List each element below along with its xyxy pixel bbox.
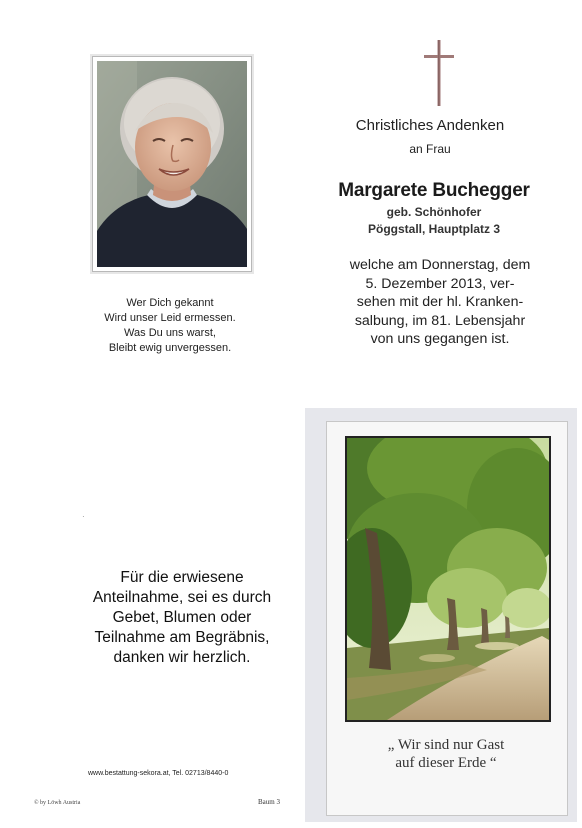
thanks-line: Gebet, Blumen oder: [112, 609, 252, 626]
poem-line: Was Du uns warst,: [124, 327, 216, 339]
announcement-line: welche am Donnerstag, dem: [349, 257, 531, 273]
funeral-home-contact: www.bestattung-sekora.at, Tel. 02713/8440-0: [88, 770, 229, 777]
deceased-name: Margarete Buchegger: [338, 180, 530, 201]
cross-icon: [424, 40, 454, 106]
announcement-line: salbung, im 81. Lebensjahr: [354, 312, 526, 329]
poem-line: Bleibt ewig unvergessen.: [108, 342, 232, 354]
stray-mark: ·: [82, 512, 85, 521]
thanks-text: [72, 568, 292, 668]
copyright-note: © by Löwh Austria: [34, 800, 81, 806]
thanks-line: Teilnahme am Begräbnis,: [94, 629, 270, 646]
thanks-line: Für die erwiesene: [120, 569, 244, 586]
thanks-line: danken wir herzlich.: [113, 649, 251, 666]
title-line: Christliches Andenken: [355, 117, 505, 134]
address: Pöggstall, Hauptplatz 3: [367, 222, 500, 236]
announcement-line: von uns gegangen ist.: [370, 331, 510, 347]
maiden-name: geb. Schönhofer: [386, 205, 482, 219]
announcement-line: sehen mit der hl. Kranken-: [356, 294, 524, 310]
model-label: Baum 3: [258, 798, 280, 806]
memorial-poem: [80, 296, 260, 356]
thanks-line: Anteilnahme, sei es durch: [92, 589, 272, 606]
announcement-line: 5. Dezember 2013, ver-: [365, 275, 515, 292]
portrait-photo: [92, 56, 252, 272]
poem-line: Wer Dich gekannt: [126, 297, 214, 309]
portrait-image: [97, 61, 247, 267]
an-frau-label: an Frau: [409, 142, 451, 156]
death-announcement: [330, 256, 550, 349]
tree-avenue-image: [345, 436, 551, 722]
quote-text: [330, 736, 562, 772]
poem-line: Wird unser Leid ermessen.: [104, 312, 236, 324]
quote-line: auf dieser Erde “: [395, 755, 497, 771]
quote-line: „ Wir sind nur Gast: [387, 737, 505, 753]
